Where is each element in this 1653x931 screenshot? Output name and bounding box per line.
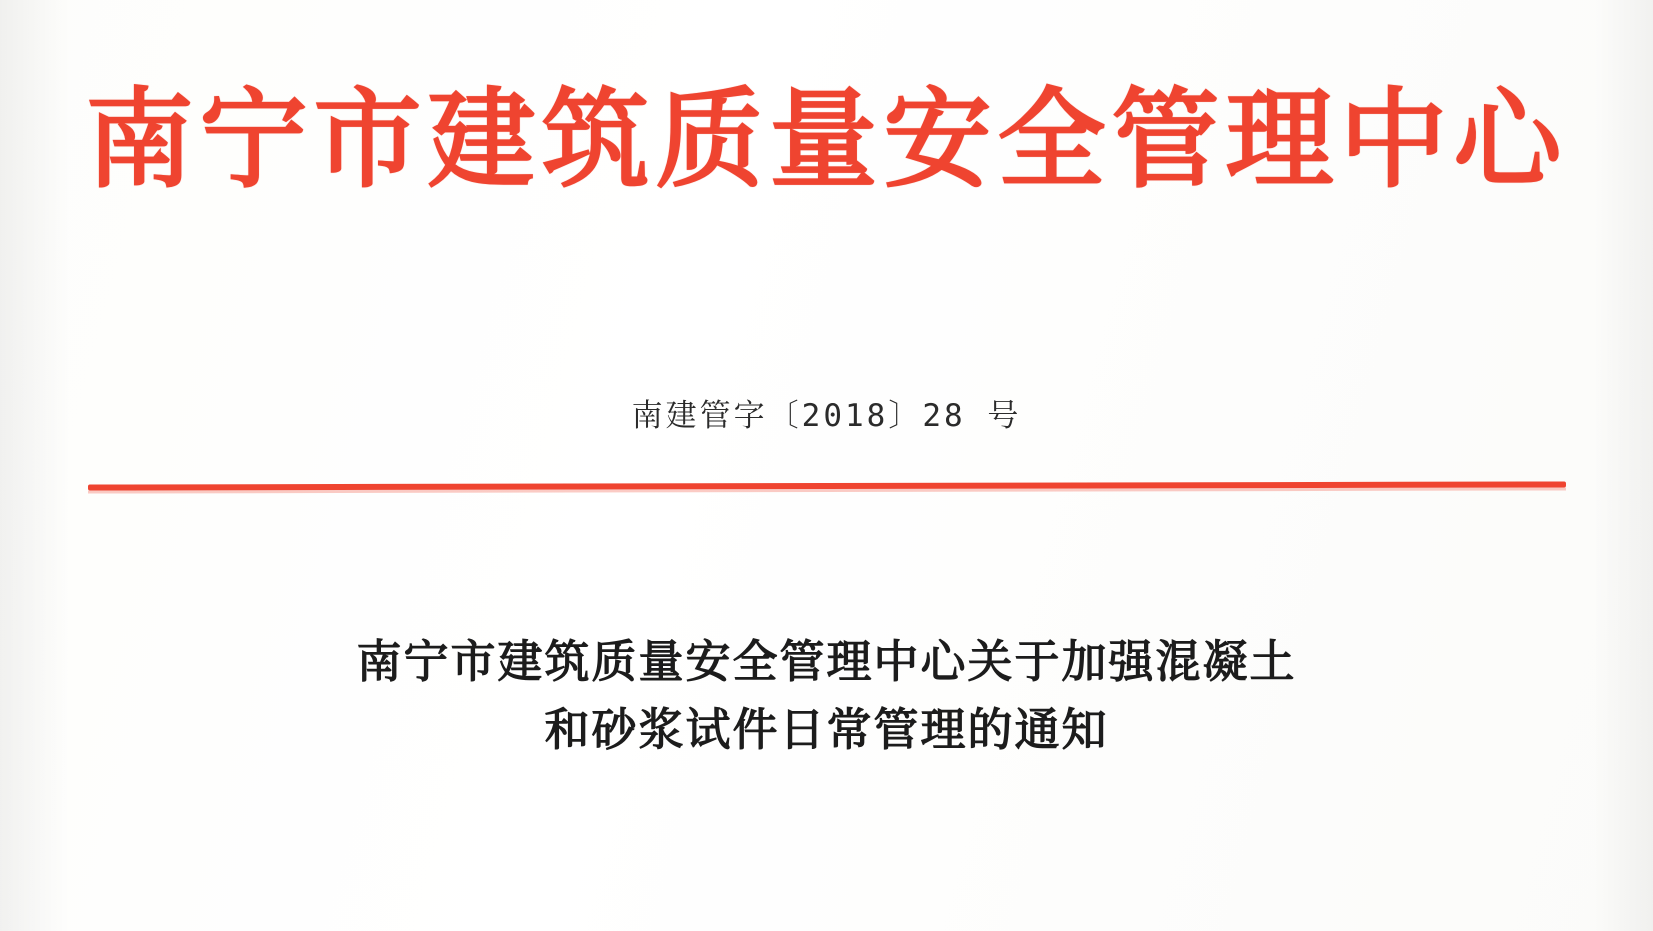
issuer-masthead: 南宁市建筑质量安全管理中心	[85, 77, 1568, 203]
red-horizontal-rule	[88, 481, 1566, 490]
document-title	[0, 628, 1653, 765]
document-title-line-2: 和砂浆试件日常管理的通知	[544, 703, 1109, 757]
document-title-line-1: 南宁市建筑质量安全管理中心关于加强混凝土	[356, 635, 1297, 688]
document-number: 南建管字〔2018〕28 号	[631, 398, 1022, 434]
